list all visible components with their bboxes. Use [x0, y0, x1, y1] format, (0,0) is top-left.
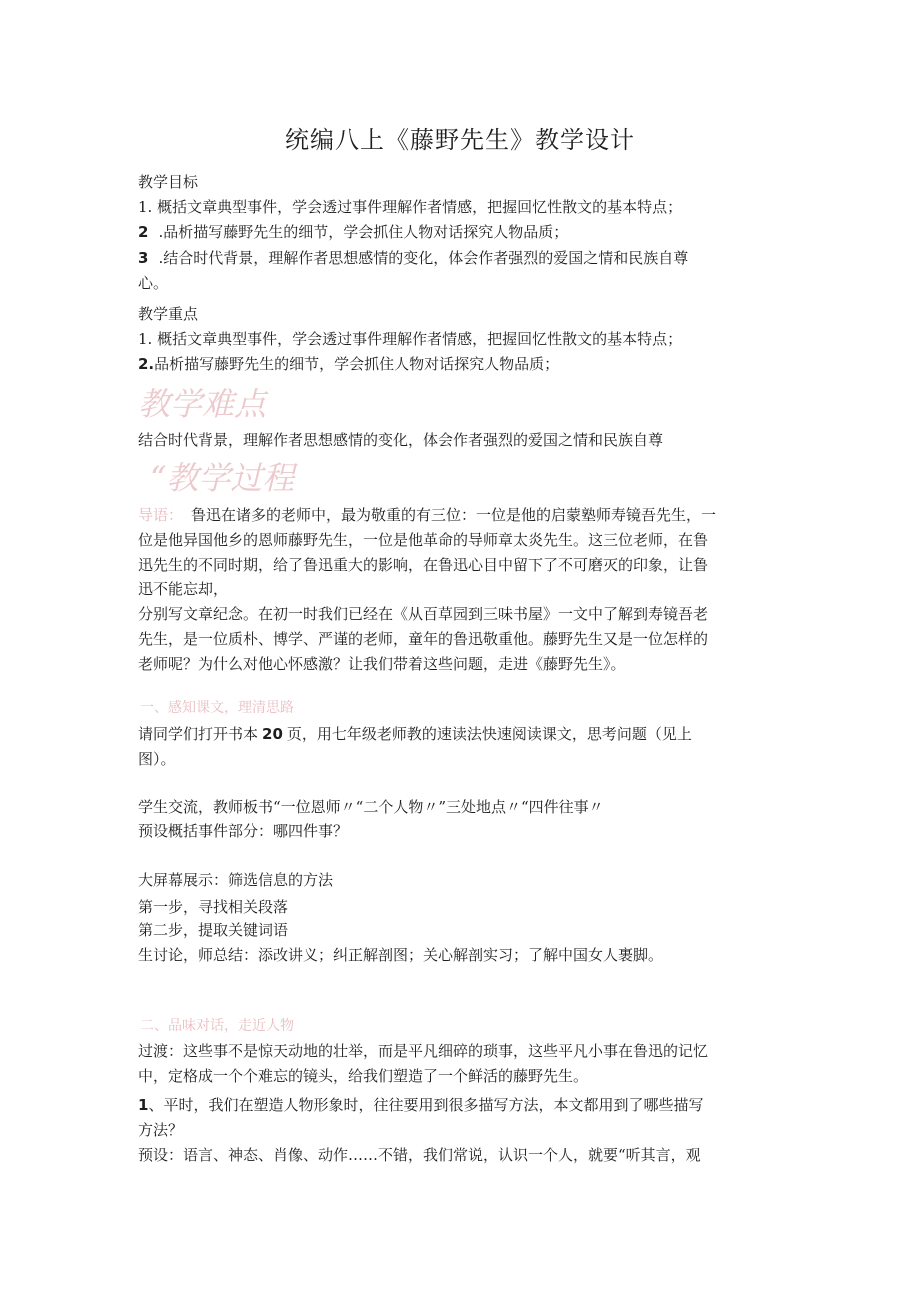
section-1-line-2: 图）。	[138, 750, 176, 768]
process-heading: “教学过程	[150, 459, 295, 497]
section-1-line-1	[138, 724, 788, 744]
document-title: 统编八上《藤野先生》教学设计	[285, 126, 635, 154]
section-1-line-7: 第二步，提取关键词语	[138, 921, 289, 939]
difficulty-text: 结合时代背景，理解作者思想感情的变化，体会作者强烈的爱国之情和民族自尊	[138, 431, 664, 449]
key-point-item-2	[138, 354, 788, 374]
objectives-heading: 教学目标	[138, 173, 199, 191]
intro-line-6: 先生，是一位质朴、博学、严谨的老师，童年的鲁迅敬重他。藤野先生又是一位怎样的	[138, 630, 709, 648]
section-2-line-1: 过渡：这些事不是惊天动地的壮举，而是平凡细碎的琐事，这些平凡小事在鲁迅的记忆	[138, 1042, 709, 1060]
section-2-line-4: 方法？	[138, 1121, 184, 1139]
section-2-line-5: 预设：语言、神态、肖像、动作……不错，我们常说，认识一个人，就要“听其言，观	[138, 1146, 701, 1164]
intro-label: 导语：	[138, 506, 184, 524]
section-2-heading: 二、品味对话，走近人物	[140, 1018, 294, 1034]
intro-line-7: 老师呢？为什么对他心怀感激？让我们带着这些问题，走进《藤野先生》。	[138, 655, 626, 673]
objective-item-1: 1. 概括文章典型事件，学会透过事件理解作者情感，把握回忆性散文的基本特点；	[138, 198, 683, 216]
key-points-heading: 教学重点	[138, 305, 199, 323]
objective-item-3-number: 3	[138, 249, 149, 267]
objective-item-2-number: 2	[138, 223, 149, 241]
intro-line-5: 分别写文章纪念。在初一时我们已经在《从百草园到三味书屋》一文中了解到寿镜吾老	[138, 605, 709, 623]
section-1-heading: 一、感知课文，理清思路	[140, 700, 294, 716]
section-1-line-1-b: 页，用七年级老师教的速读法快速阅读课文，思考问题（见上	[286, 725, 692, 743]
section-2-line-3-number: 1	[138, 1096, 149, 1114]
objective-item-2-text: .品析描写藤野先生的细节，学会抓住人物对话探究人物品质；	[158, 223, 569, 241]
key-point-item-1: 1. 概括文章典型事件，学会透过事件理解作者情感，把握回忆性散文的基本特点；	[138, 330, 683, 348]
objective-item-2	[138, 222, 788, 242]
page-number: 20	[262, 725, 283, 743]
section-1-line-5: 大屏幕展示：筛选信息的方法	[138, 871, 334, 889]
objective-item-3-text: .结合时代背景，理解作者思想感情的变化，体会作者强烈的爱国之情和民族自尊	[158, 249, 689, 267]
section-1-line-8: 生讨论，师总结：添改讲义；纠正解剖图；关心解剖实习；了解中国女人裹脚。	[138, 946, 664, 964]
difficulty-heading: 教学难点	[138, 385, 267, 423]
section-1-line-6: 第一步，寻找相关段落	[138, 898, 289, 916]
section-1-line-4: 预设概括事件部分：哪四件事？	[138, 822, 349, 840]
key-point-item-2-text: 品析描写藤野先生的细节，学会抓住人物对话探究人物品质；	[154, 355, 560, 373]
section-2-line-2: 中，定格成一个个难忘的镜头，给我们塑造了一个鲜活的藤野先生。	[138, 1067, 589, 1085]
intro-line-1	[138, 505, 788, 525]
key-point-item-2-number: 2.	[138, 355, 155, 373]
objective-item-3	[138, 248, 788, 268]
intro-line-2: 位是他异国他乡的恩师藤野先生，一位是他革命的导师章太炎先生。这三位老师，在鲁	[138, 531, 709, 549]
section-2-line-3-text: 、平时，我们在塑造人物形象时，往往要用到很多描写方法，本文都用到了哪些描写	[148, 1096, 704, 1114]
intro-line-3: 迅先生的不同时期，给了鲁迅重大的影响，在鲁迅心目中留下了不可磨灭的印象，让鲁	[138, 556, 709, 574]
objective-item-3-continuation: 心。	[138, 274, 169, 292]
section-1-line-1-a: 请同学们打开书本	[138, 725, 259, 743]
section-1-line-3: 学生交流，教师板书“一位恩师〃“二个人物〃”三处地点〃“四件往事〃	[138, 798, 604, 816]
section-2-line-3	[138, 1095, 788, 1115]
intro-line-4: 迅不能忘却，	[138, 580, 229, 598]
intro-line-1-text: 鲁迅在诸多的老师中，最为敬重的有三位：一位是他的启蒙塾师寿镜吾先生，一	[191, 506, 717, 524]
